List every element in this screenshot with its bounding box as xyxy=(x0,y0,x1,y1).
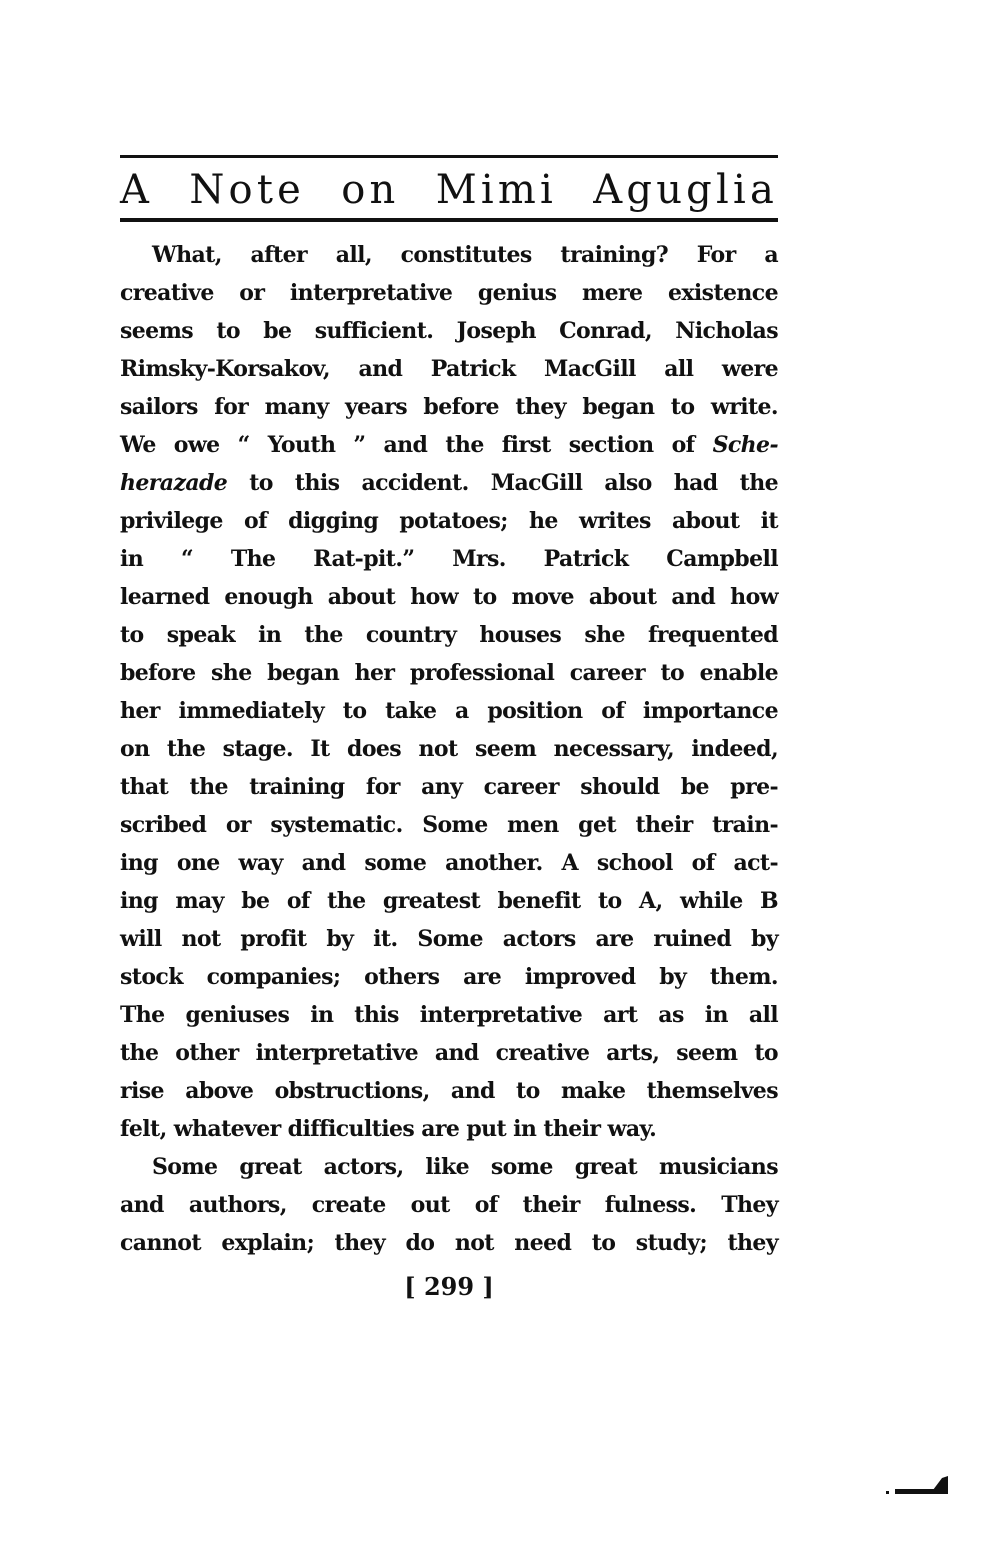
text-line: her immediately to take a position of importance xyxy=(120,698,778,724)
text-line: seems to be sufficient. Joseph Conrad, Nicholas xyxy=(120,318,778,344)
text-line: the other interpretative and creative arts, seem to xyxy=(120,1040,778,1066)
text-line: learned enough about how to move about and how xyxy=(120,584,778,610)
text-line xyxy=(120,464,778,502)
text-line: ing may be of the greatest benefit to A, while B xyxy=(120,888,778,914)
page-number: [ 299 ] xyxy=(404,1272,494,1301)
text-line xyxy=(120,426,778,464)
text-line: privilege of digging potatoes; he writes about it xyxy=(120,508,778,534)
text-line: to speak in the country houses she frequented xyxy=(120,622,778,648)
text-segment: to this accident. MacGill also had the xyxy=(249,470,778,496)
body-text xyxy=(120,236,778,1262)
text-line: The geniuses in this interpretative art as in all xyxy=(120,1002,778,1028)
text-line: in “ The Rat-pit.” Mrs. Patrick Campbell xyxy=(120,546,778,572)
text-line: Some great actors, like some great musicians xyxy=(152,1154,778,1180)
text-line: rise above obstructions, and to make themselves xyxy=(120,1078,778,1104)
text-line: will not profit by it. Some actors are ruined by xyxy=(120,926,778,952)
text-line: that the training for any career should be pre- xyxy=(120,774,778,800)
italic-title-fragment: Sche- xyxy=(712,432,778,458)
text-segment: We owe “ Youth ” and the first section of xyxy=(120,432,695,458)
text-line: ing one way and some another. A school of act- xyxy=(120,850,778,876)
text-line: scribed or systematic. Some men get their train- xyxy=(120,812,778,838)
text-line: stock companies; others are improved by them. xyxy=(120,964,778,990)
text-line: on the stage. It does not seem necessary, indeed, xyxy=(120,736,778,762)
text-line: felt, whatever difficulties are put in their way. xyxy=(120,1116,657,1142)
text-line: Rimsky-Korsakov, and Patrick MacGill all were xyxy=(120,356,778,382)
italic-title-fragment: herazade xyxy=(120,470,228,496)
text-line: What, after all, constitutes training? For a xyxy=(152,242,778,268)
text-line: sailors for many years before they began to write. xyxy=(120,394,778,420)
chapter-title: A Note on Mimi Aguglia xyxy=(120,167,778,213)
text-line: creative or interpretative genius mere existence xyxy=(120,280,778,306)
title-rule-top xyxy=(120,155,778,158)
text-line: and authors, create out of their fulness. They xyxy=(120,1192,778,1218)
scan-artifact-mark xyxy=(886,1472,950,1498)
title-rule-bottom xyxy=(120,218,778,222)
text-line: cannot explain; they do not need to study; they xyxy=(120,1230,778,1256)
text-line: before she began her professional career to enable xyxy=(120,660,778,686)
